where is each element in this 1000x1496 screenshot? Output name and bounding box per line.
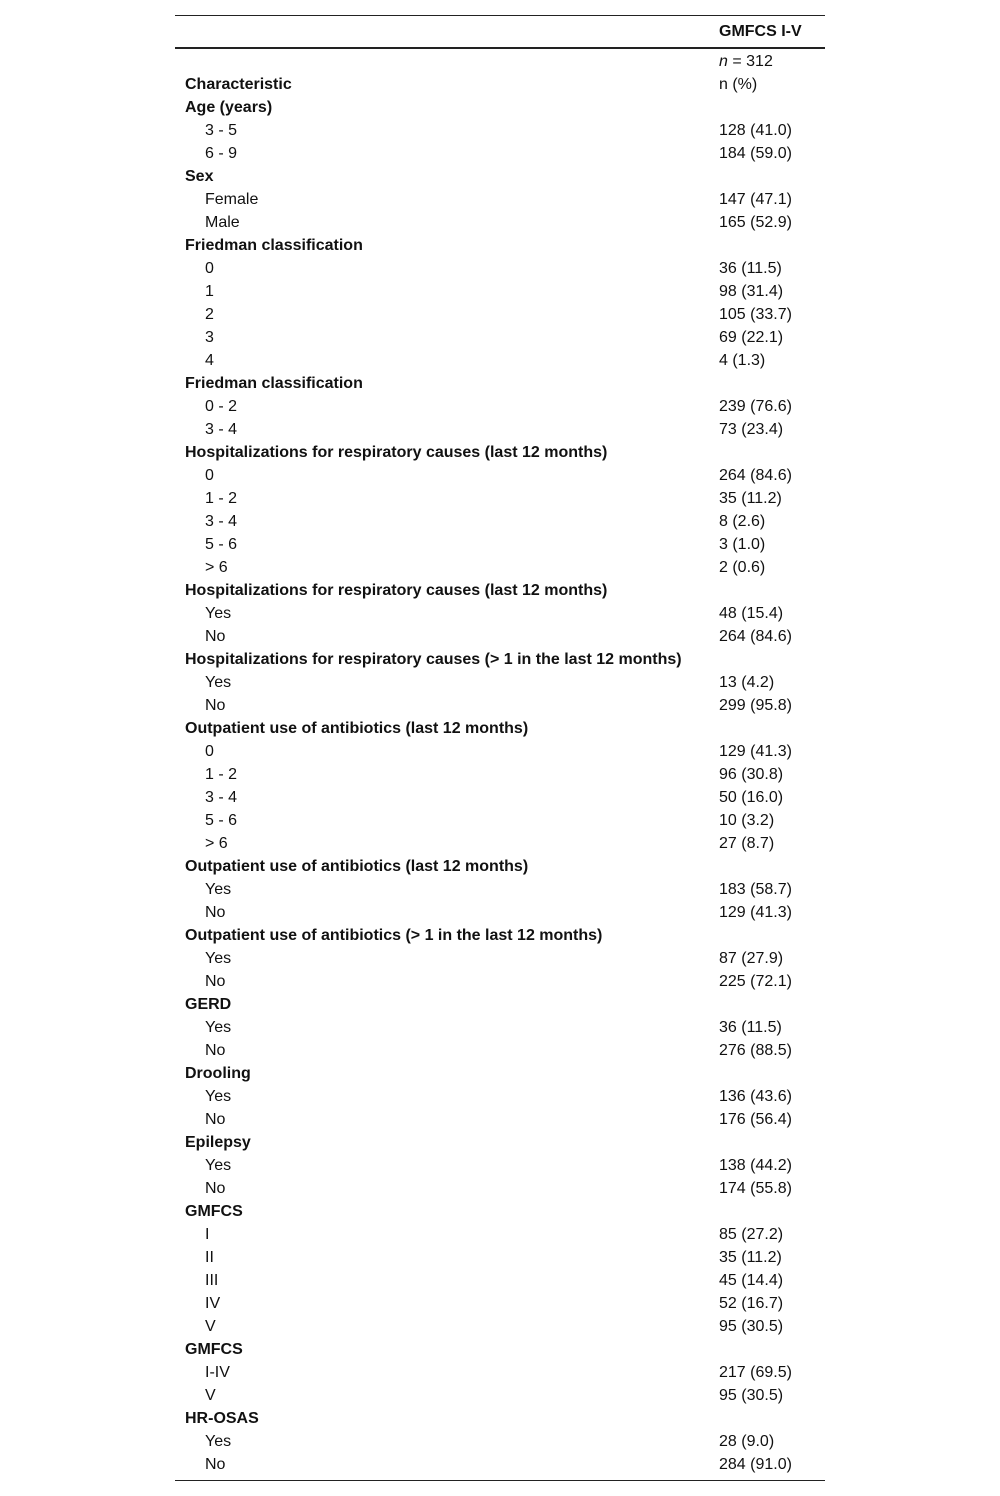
table-row (175, 556, 825, 579)
count-percent-value: 27 (8.7) (719, 835, 775, 852)
table-row (175, 809, 825, 832)
table-header-row (175, 16, 825, 47)
category-label: No (205, 628, 226, 645)
table-row (175, 1085, 825, 1108)
category-label: Yes (205, 1019, 232, 1036)
category-label: Yes (205, 605, 232, 622)
group-label: Drooling (185, 1065, 251, 1082)
group-row (175, 717, 825, 740)
category-label: No (205, 1042, 226, 1059)
table-row (175, 418, 825, 441)
count-percent-value: 225 (72.1) (719, 973, 792, 990)
table-row (175, 1177, 825, 1200)
table-row (175, 303, 825, 326)
category-label: Yes (205, 1157, 232, 1174)
category-label: No (205, 697, 226, 714)
count-percent-value: 165 (52.9) (719, 214, 792, 231)
count-percent-value: 35 (11.2) (719, 1249, 782, 1266)
count-percent-value: 217 (69.5) (719, 1364, 792, 1381)
characteristic-label: Characteristic (185, 76, 292, 93)
sample-size-row (175, 50, 825, 73)
group-row (175, 579, 825, 602)
table-row (175, 487, 825, 510)
category-label: Yes (205, 1433, 232, 1450)
table-row (175, 1154, 825, 1177)
category-label: 5 - 6 (205, 536, 238, 553)
category-label: 3 - 4 (205, 421, 238, 438)
count-percent-value: 276 (88.5) (719, 1042, 792, 1059)
count-percent-value: 174 (55.8) (719, 1180, 792, 1197)
category-label: 1 - 2 (205, 766, 238, 783)
table-row (175, 1430, 825, 1453)
table-row (175, 326, 825, 349)
unit-label: n (%) (719, 76, 758, 93)
group-label: Friedman classification (185, 237, 363, 254)
table-row (175, 533, 825, 556)
category-label: 0 - 2 (205, 398, 238, 415)
category-label: > 6 (205, 559, 228, 576)
count-percent-value: 35 (11.2) (719, 490, 782, 507)
group-label: GERD (185, 996, 232, 1013)
group-label: HR-OSAS (185, 1410, 259, 1427)
table-row (175, 188, 825, 211)
group-row (175, 855, 825, 878)
table-row (175, 625, 825, 648)
count-percent-value: 128 (41.0) (719, 122, 792, 139)
count-percent-value: 264 (84.6) (719, 628, 792, 645)
group-row (175, 1131, 825, 1154)
category-label: 4 (205, 352, 214, 369)
group-label: Outpatient use of antibiotics (last 12 months) (185, 720, 529, 737)
table-row (175, 1292, 825, 1315)
category-label: Yes (205, 1088, 232, 1105)
count-percent-value: 36 (11.5) (719, 1019, 782, 1036)
count-percent-value: 95 (30.5) (719, 1318, 784, 1335)
group-row (175, 1407, 825, 1430)
category-label: I (205, 1226, 210, 1243)
table-row (175, 1108, 825, 1131)
count-percent-value: 129 (41.3) (719, 743, 792, 760)
table-row (175, 1315, 825, 1338)
count-percent-value: 4 (1.3) (719, 352, 766, 369)
group-label: GMFCS (185, 1203, 243, 1220)
count-percent-value: 96 (30.8) (719, 766, 784, 783)
count-percent-value: 239 (76.6) (719, 398, 792, 415)
table-row (175, 671, 825, 694)
group-row (175, 372, 825, 395)
category-label: > 6 (205, 835, 228, 852)
table-row (175, 1384, 825, 1407)
category-label: 0 (205, 260, 214, 277)
table-row (175, 211, 825, 234)
count-percent-value: 10 (3.2) (719, 812, 775, 829)
table-bottom-rule (175, 1480, 825, 1481)
table-row (175, 970, 825, 993)
category-label: IV (205, 1295, 221, 1312)
count-percent-value: 264 (84.6) (719, 467, 792, 484)
sample-size-count: = 312 (727, 53, 773, 70)
table-row (175, 1361, 825, 1384)
count-percent-value: 105 (33.7) (719, 306, 792, 323)
category-label: 2 (205, 306, 214, 323)
table-row (175, 119, 825, 142)
group-row (175, 234, 825, 257)
category-label: No (205, 904, 226, 921)
category-label: No (205, 1111, 226, 1128)
category-label: 0 (205, 467, 214, 484)
count-percent-value: 36 (11.5) (719, 260, 782, 277)
group-row (175, 165, 825, 188)
category-label: V (205, 1318, 216, 1335)
group-label: Hospitalizations for respiratory causes (last 12 months) (185, 444, 608, 461)
table-row (175, 142, 825, 165)
table-row (175, 1039, 825, 1062)
table-row (175, 1246, 825, 1269)
category-label: III (205, 1272, 219, 1289)
count-percent-value: 87 (27.9) (719, 950, 784, 967)
table-row (175, 349, 825, 372)
count-percent-value: 85 (27.2) (719, 1226, 784, 1243)
category-label: No (205, 973, 226, 990)
category-label: Yes (205, 674, 232, 691)
group-label: Epilepsy (185, 1134, 251, 1151)
category-label: II (205, 1249, 214, 1266)
count-percent-value: 69 (22.1) (719, 329, 784, 346)
category-label: Yes (205, 881, 232, 898)
group-label: Outpatient use of antibiotics (> 1 in the last 12 months) (185, 927, 603, 944)
count-percent-value: 95 (30.5) (719, 1387, 784, 1404)
count-percent-value: 73 (23.4) (719, 421, 784, 438)
group-row (175, 993, 825, 1016)
characteristics-table (175, 15, 825, 1481)
count-percent-value: 147 (47.1) (719, 191, 792, 208)
category-label: No (205, 1180, 226, 1197)
category-label: 3 (205, 329, 214, 346)
group-label: Age (years) (185, 99, 273, 116)
category-label: Male (205, 214, 240, 231)
group-row (175, 1338, 825, 1361)
count-percent-value: 48 (15.4) (719, 605, 784, 622)
count-percent-value: 45 (14.4) (719, 1272, 784, 1289)
group-row (175, 1062, 825, 1085)
group-label: Hospitalizations for respiratory causes (last 12 months) (185, 582, 608, 599)
table-row (175, 763, 825, 786)
count-percent-value: 2 (0.6) (719, 559, 766, 576)
category-label: 3 - 5 (205, 122, 238, 139)
characteristic-header-row (175, 73, 825, 96)
table-row (175, 947, 825, 970)
table-row (175, 464, 825, 487)
category-label: Female (205, 191, 259, 208)
sample-size (719, 50, 773, 73)
category-label: 6 - 9 (205, 145, 238, 162)
group-label: Outpatient use of antibiotics (last 12 months) (185, 858, 529, 875)
count-percent-value: 28 (9.0) (719, 1433, 775, 1450)
category-label: 3 - 4 (205, 513, 238, 530)
group-row (175, 441, 825, 464)
table-row (175, 786, 825, 809)
category-label: Yes (205, 950, 232, 967)
count-percent-value: 98 (31.4) (719, 283, 784, 300)
group-row (175, 924, 825, 947)
table-row (175, 694, 825, 717)
group-row (175, 1200, 825, 1223)
table-row (175, 395, 825, 418)
table-row (175, 510, 825, 533)
count-percent-value: 13 (4.2) (719, 674, 775, 691)
count-percent-value: 299 (95.8) (719, 697, 792, 714)
category-label: 0 (205, 743, 214, 760)
category-label: 1 (205, 283, 214, 300)
count-percent-value: 138 (44.2) (719, 1157, 792, 1174)
count-percent-value: 176 (56.4) (719, 1111, 792, 1128)
count-percent-value: 129 (41.3) (719, 904, 792, 921)
group-label: Hospitalizations for respiratory causes (> 1 in the last 12 months) (185, 651, 682, 668)
table-row (175, 280, 825, 303)
table-row (175, 1016, 825, 1039)
sample-size-n: n (719, 53, 728, 70)
table-row (175, 740, 825, 763)
group-row (175, 648, 825, 671)
table-row (175, 602, 825, 625)
category-label: I-IV (205, 1364, 230, 1381)
category-label: 1 - 2 (205, 490, 238, 507)
table-row (175, 1453, 825, 1476)
count-percent-value: 284 (91.0) (719, 1456, 792, 1473)
table-row (175, 1269, 825, 1292)
table-row (175, 257, 825, 280)
count-percent-value: 8 (2.6) (719, 513, 766, 530)
table-row (175, 832, 825, 855)
column-header: GMFCS I-V (719, 23, 802, 40)
group-label: GMFCS (185, 1341, 243, 1358)
table-row (175, 878, 825, 901)
count-percent-value: 183 (58.7) (719, 881, 792, 898)
count-percent-value: 50 (16.0) (719, 789, 784, 806)
count-percent-value: 3 (1.0) (719, 536, 766, 553)
category-label: No (205, 1456, 226, 1473)
table-row (175, 1223, 825, 1246)
table-row (175, 901, 825, 924)
category-label: V (205, 1387, 216, 1404)
count-percent-value: 136 (43.6) (719, 1088, 792, 1105)
group-label: Sex (185, 168, 214, 185)
category-label: 5 - 6 (205, 812, 238, 829)
count-percent-value: 52 (16.7) (719, 1295, 784, 1312)
group-label: Friedman classification (185, 375, 363, 392)
table-body (175, 96, 825, 1476)
group-row (175, 96, 825, 119)
category-label: 3 - 4 (205, 789, 238, 806)
count-percent-value: 184 (59.0) (719, 145, 792, 162)
